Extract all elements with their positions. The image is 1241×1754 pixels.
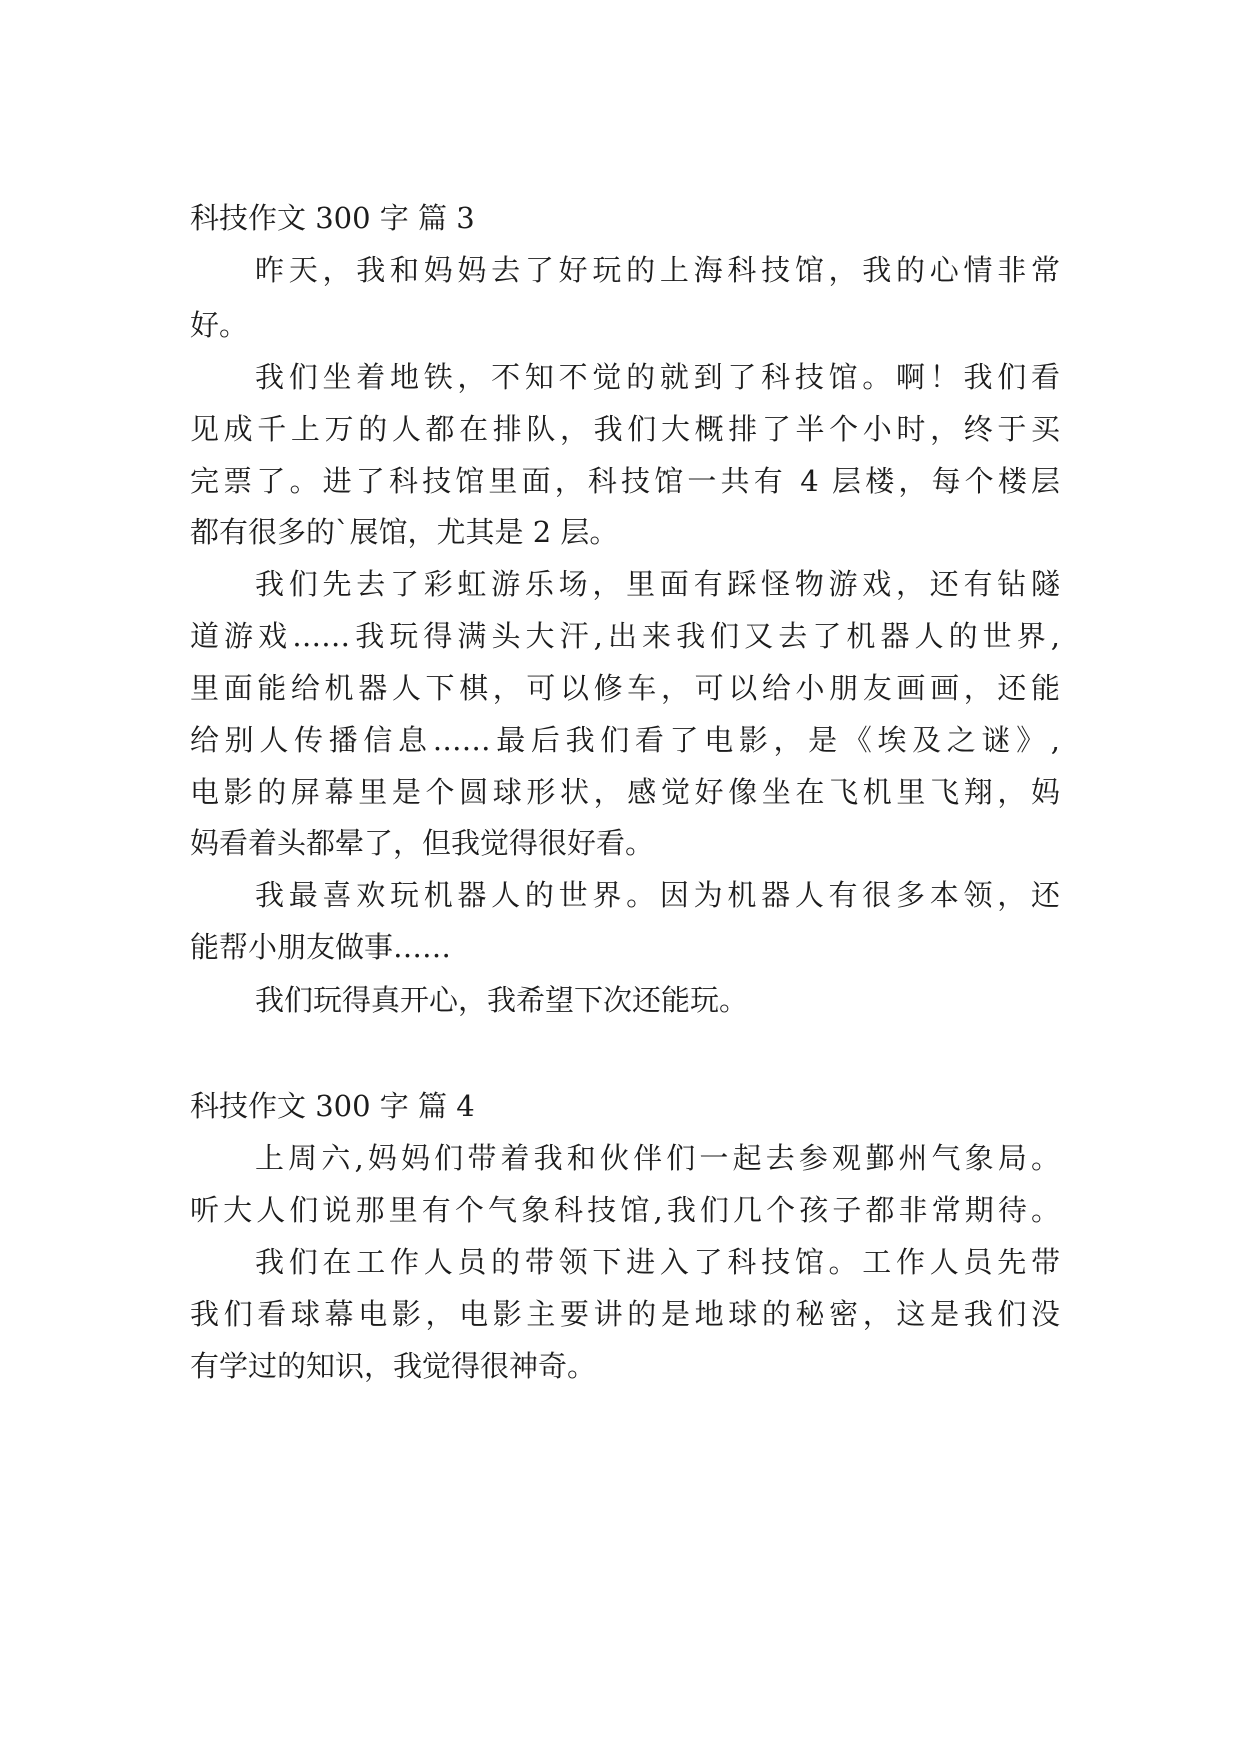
paragraph-line: 昨天，我和妈妈去了好玩的上海科技馆，我的心情非常 bbox=[255, 253, 1060, 287]
paragraph-line: 听大人们说那里有个气象科技馆,我们几个孩子都非常期待。 bbox=[190, 1193, 1060, 1227]
paragraph-line: 上周六,妈妈们带着我和伙伴们一起去参观鄞州气象局。 bbox=[255, 1141, 1060, 1175]
paragraph-line: 电影的屏幕里是个圆球形状，感觉好像坐在飞机里飞翔，妈 bbox=[190, 775, 1060, 809]
paragraph-line: 道游戏……我玩得满头大汗,出来我们又去了机器人的世界, bbox=[190, 619, 1060, 653]
paragraph-line: 好。 bbox=[190, 308, 249, 342]
section-heading-3: 科技作文 300 字 篇 3 bbox=[190, 201, 475, 235]
paragraph-line: 我最喜欢玩机器人的世界。因为机器人有很多本领，还 bbox=[255, 878, 1060, 912]
paragraph-line: 我们玩得真开心，我希望下次还能玩。 bbox=[255, 983, 749, 1017]
paragraph-line: 妈看着头都晕了，但我觉得很好看。 bbox=[190, 826, 655, 860]
paragraph-line: 我们坐着地铁，不知不觉的就到了科技馆。啊！我们看 bbox=[255, 360, 1060, 394]
paragraph-line: 有学过的知识，我觉得很神奇。 bbox=[190, 1349, 597, 1383]
paragraph-line: 见成千上万的人都在排队，我们大概排了半个小时，终于买 bbox=[190, 412, 1060, 446]
paragraph-line: 我们看球幕电影，电影主要讲的是地球的秘密，这是我们没 bbox=[190, 1297, 1060, 1331]
paragraph-line: 里面能给机器人下棋，可以修车，可以给小朋友画画，还能 bbox=[190, 671, 1060, 705]
paragraph-line: 我们先去了彩虹游乐场，里面有踩怪物游戏，还有钻隧 bbox=[255, 567, 1060, 601]
section-heading-4: 科技作文 300 字 篇 4 bbox=[190, 1089, 475, 1123]
paragraph-line: 都有很多的`展馆，尤其是 2 层。 bbox=[190, 515, 619, 549]
paragraph-line: 给别人传播信息……最后我们看了电影，是《埃及之谜》, bbox=[190, 723, 1060, 757]
paragraph-line: 能帮小朋友做事…… bbox=[190, 930, 452, 964]
paragraph-line: 完票了。进了科技馆里面，科技馆一共有 4 层楼，每个楼层 bbox=[190, 464, 1060, 498]
paragraph-line: 我们在工作人员的带领下进入了科技馆。工作人员先带 bbox=[255, 1245, 1060, 1279]
